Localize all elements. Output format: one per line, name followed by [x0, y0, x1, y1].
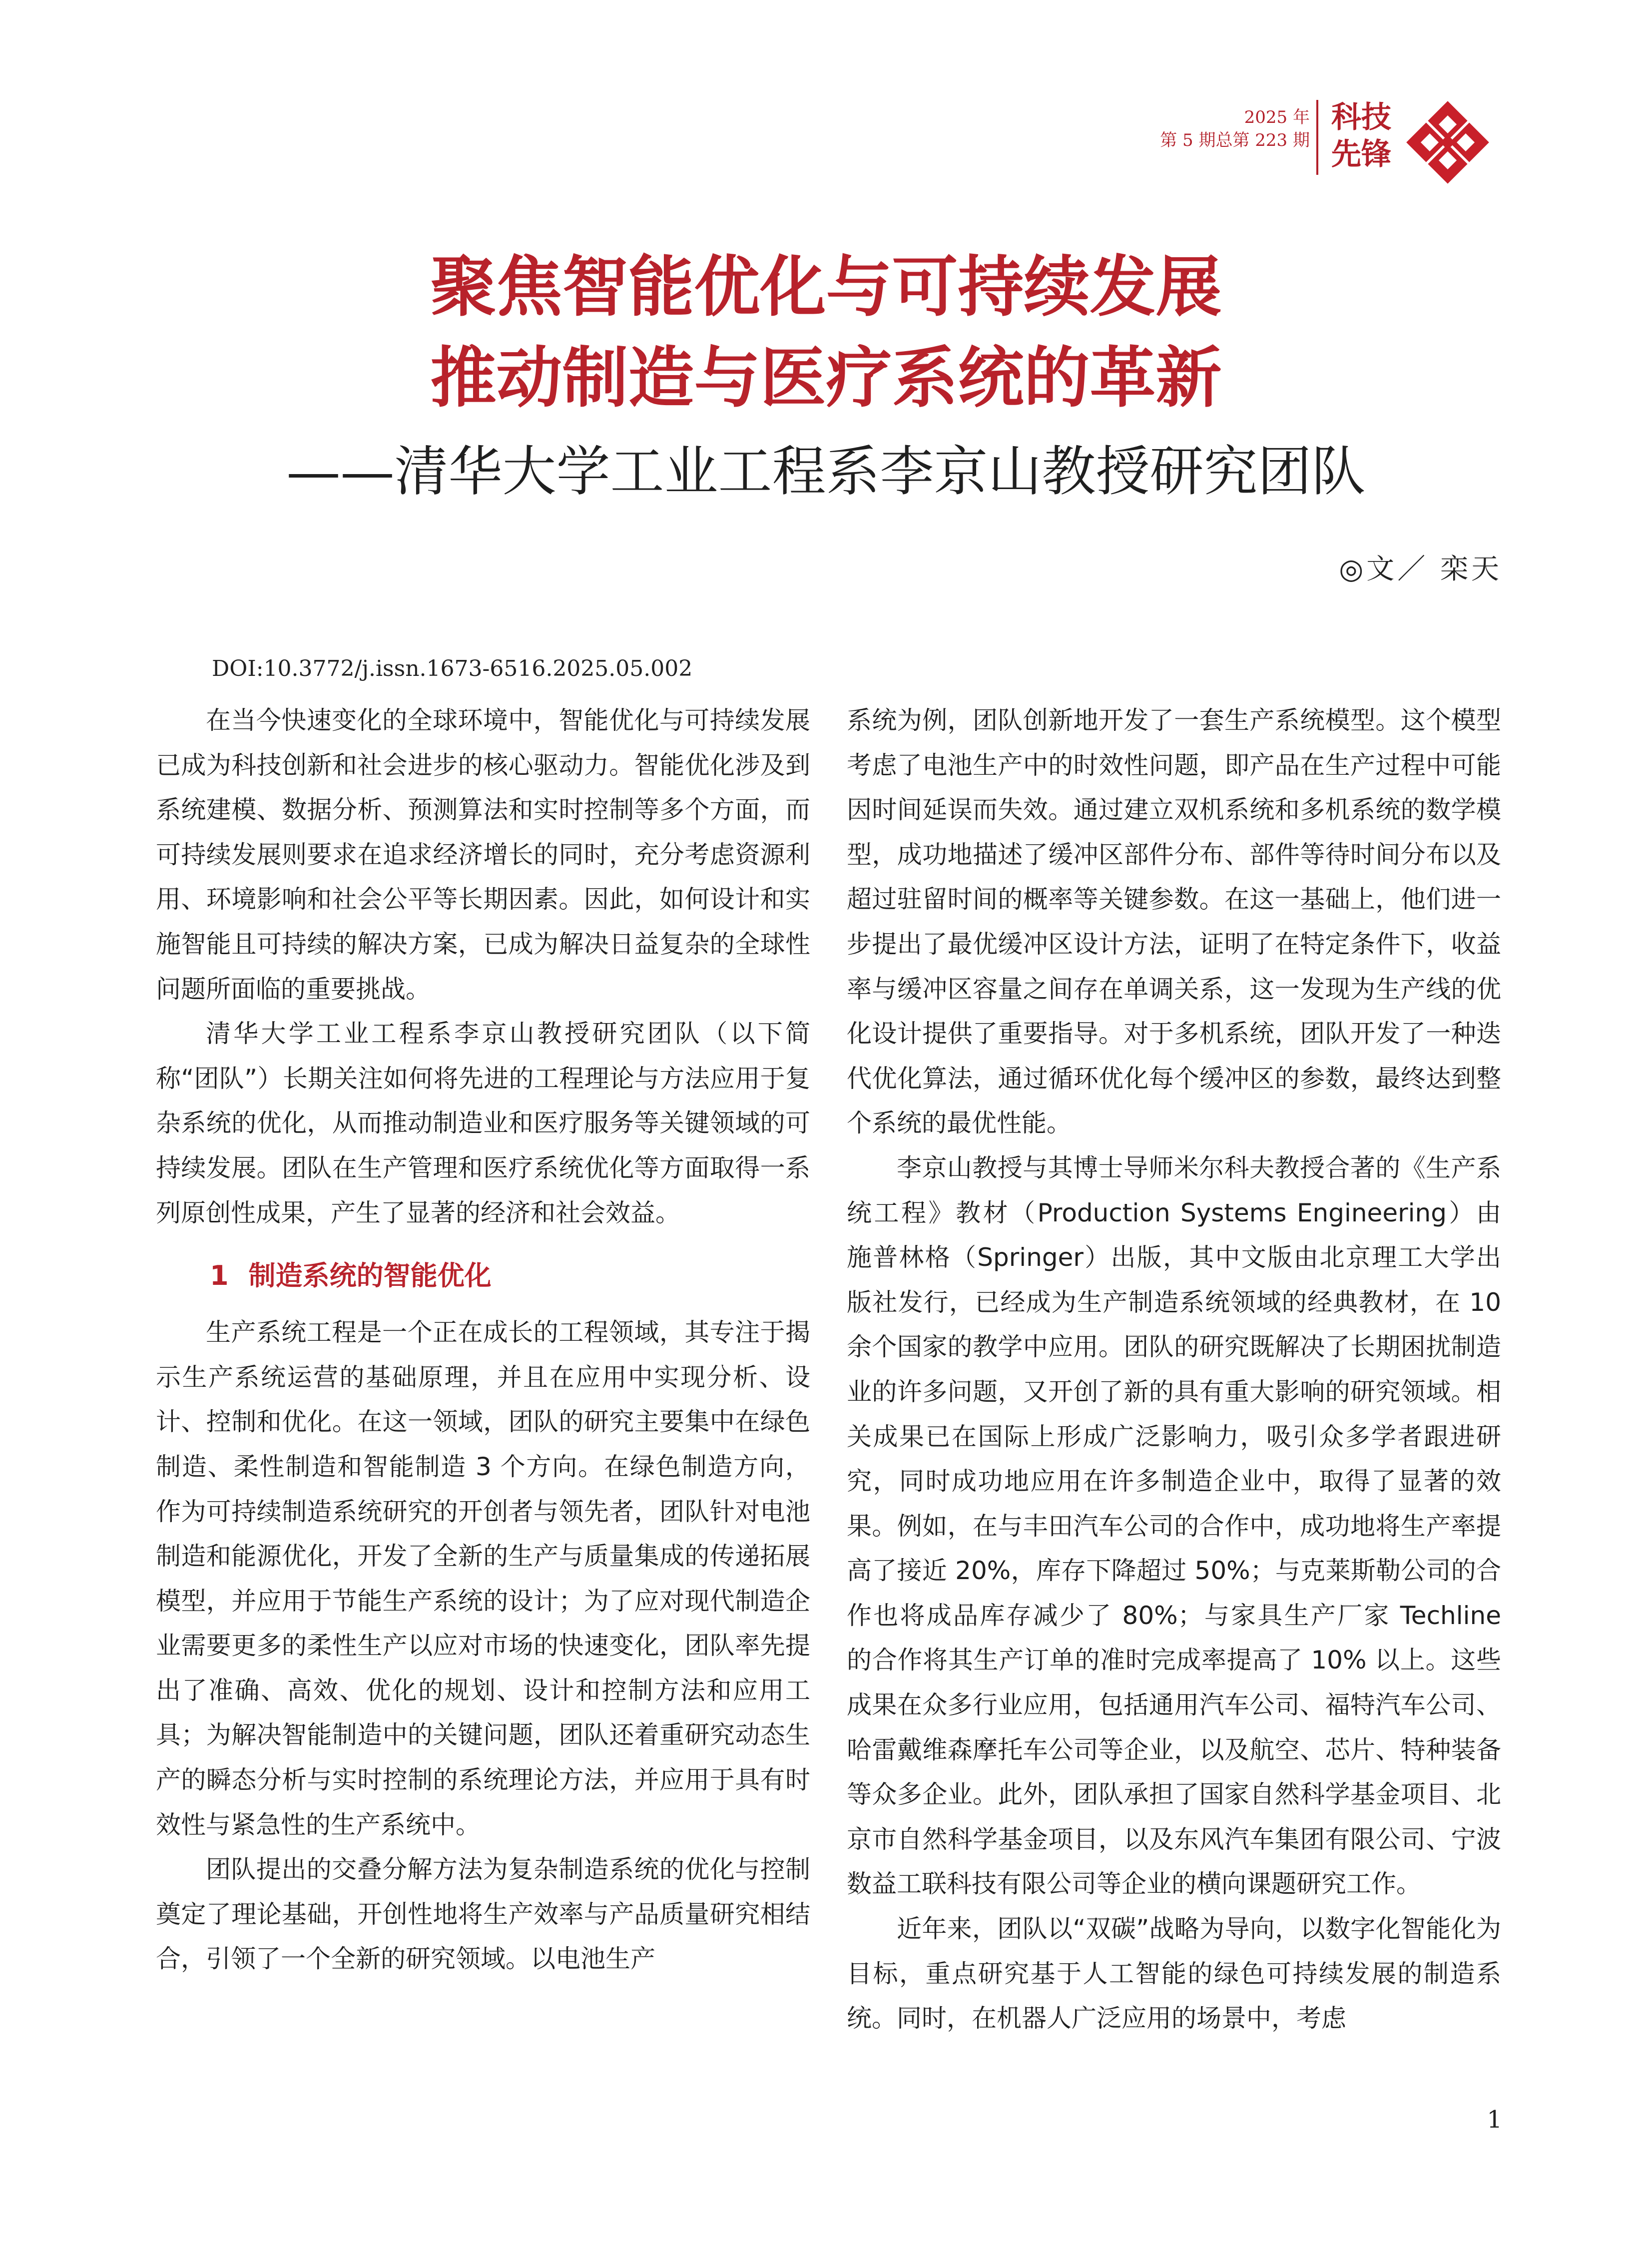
- article-subtitle: ——清华大学工业工程系李京山教授研究团队: [286, 441, 1366, 503]
- section-title: 制造系统的智能优化: [248, 1260, 492, 1292]
- article-title-line2: 推动制造与医疗系统的革新: [430, 340, 1222, 417]
- masthead-line1: 科技: [1331, 100, 1391, 135]
- paragraph: 清华大学工业工程系李京山教授研究团队（以下简称“团队”）长期关注如何将先进的工程理论与方法应用于复杂系统的优化，从而推动制造业和医疗服务等关键领域的可持续发展。团队在生产管理和医疗系统优化等方面取得一系列原创性成果，产生了显著的经济和社会效益。: [156, 1019, 810, 1227]
- paragraph: 系统为例，团队创新地开发了一套生产系统模型。这个模型考虑了电池生产中的时效性问题，即产品在生产过程中可能因时间延误而失效。通过建立双机系统和多机系统的数学模型，成功地描述了缓冲区部件分布、部件等待时间分布以及超过驻留时间的概率等关键参数。在这一基础上，他们进一步提出了最优缓冲区设计方法，证明了在特定条件下，收益率与缓冲区容量之间存在单调关系，这一发现为生产线的优化设计提供了重要指导。对于多机系统，团队开发了一种迭代优化算法，通过循环优化每个缓冲区的参数，最终达到整个系统的最优性能。: [847, 706, 1501, 1138]
- paragraph: 近年来，团队以“双碳”战略为导向，以数字化智能化为目标，重点研究基于人工智能的绿色可持续发展的制造系统。同时，在机器人广泛应用的场景中，考虑: [847, 1914, 1501, 2033]
- paragraph: 团队提出的交叠分解方法为复杂制造系统的优化与控制奠定了理论基础，开创性地将生产效率与产品质量研究相结合，引领了一个全新的研究领域。以电池生产: [156, 1855, 810, 1974]
- byline: ◎文／ 栾天: [1339, 553, 1502, 585]
- issue-number: 第 5 期总第 223 期: [1160, 130, 1310, 150]
- magazine-masthead: [1324, 99, 1399, 173]
- doi: DOI:10.3772/j.issn.1673-6516.2025.05.002: [212, 656, 693, 681]
- issue-info: [1100, 106, 1310, 152]
- page-number: 1: [1487, 2106, 1502, 2134]
- masthead-line2: 先锋: [1331, 137, 1391, 172]
- paragraph: 在当今快速变化的全球环境中，智能优化与可持续发展已成为科技创新和社会进步的核心驱动力。智能优化涉及到系统建模、数据分析、预测算法和实时控制等多个方面，而可持续发展则要求在追求经济增长的同时，充分考虑资源利用、环境影响和社会公平等长期因素。因此，如何设计和实施智能且可持续的解决方案，已成为解决日益复杂的全球性问题所面临的重要挑战。: [156, 706, 810, 1004]
- paragraph: 李京山教授与其博士导师米尔科夫教授合著的《生产系统工程》教材（Production Systems Engineering）由施普林格（Springer）出版，其中文版由北京理工大学出版社发行，已经成为生产制造系统领域的经典教材，在 10 余个国家的教学中应用。团队的研究既解决了长期困扰制造业的许多问题，又开创了新的具有重大影响的研究领域。相关成果已在国际上形成广泛影响力，吸引众多学者跟进研究，同时成功地应用在许多制造企业中，取得了显著的效果。例如，在与丰田汽车公司的合作中，成功地将生产率提高了接近 20%，库存下降超过 50%；与克莱斯勒公司的合作也将成品库存减少了 80%；与家具生产厂家 Techline 的合作将其生产订单的准时完成率提高了 10% 以上。这些成果在众多行业应用，包括通用汽车公司、福特汽车公司、哈雷戴维森摩托车公司等企业，以及航空、芯片、特种装备等众多企业。此外，团队承担了国家自然科学基金项目、北京市自然科学基金项目，以及东风汽车集团有限公司、宁波数益工联科技有限公司等企业的横向课题研究工作。: [847, 1153, 1501, 1899]
- header-divider: [1316, 100, 1318, 175]
- section-number: 1: [210, 1260, 229, 1292]
- left-column: [156, 698, 810, 1982]
- magazine-logo-icon: [1403, 97, 1493, 187]
- section-heading: [156, 1253, 810, 1298]
- paragraph: 生产系统工程是一个正在成长的工程领域，其专注于揭示生产系统运营的基础原理，并且在应用中实现分析、设计、控制和优化。在这一领域，团队的研究主要集中在绿色制造、柔性制造和智能制造 3 个方向。在绿色制造方向，作为可持续制造系统研究的开创者与领先者，团队针对电池制造和能源优化，开发了全新的生产与质量集成的传递拓展模型，并应用于节能生产系统的设计；为了应对现代制造企业需要更多的柔性生产以应对市场的快速变化，团队率先提出了准确、高效、优化的规划、设计和控制方法和应用工具；为解决智能制造中的关键问题，团队还着重研究动态生产的瞬态分析与实时控制的系统理论方法，并应用于具有时效性与紧急性的生产系统中。: [156, 1318, 810, 1839]
- article-title-line1: 聚焦智能优化与可持续发展: [430, 249, 1222, 326]
- right-column: [847, 698, 1501, 2041]
- issue-year: 2025 年: [1244, 107, 1310, 127]
